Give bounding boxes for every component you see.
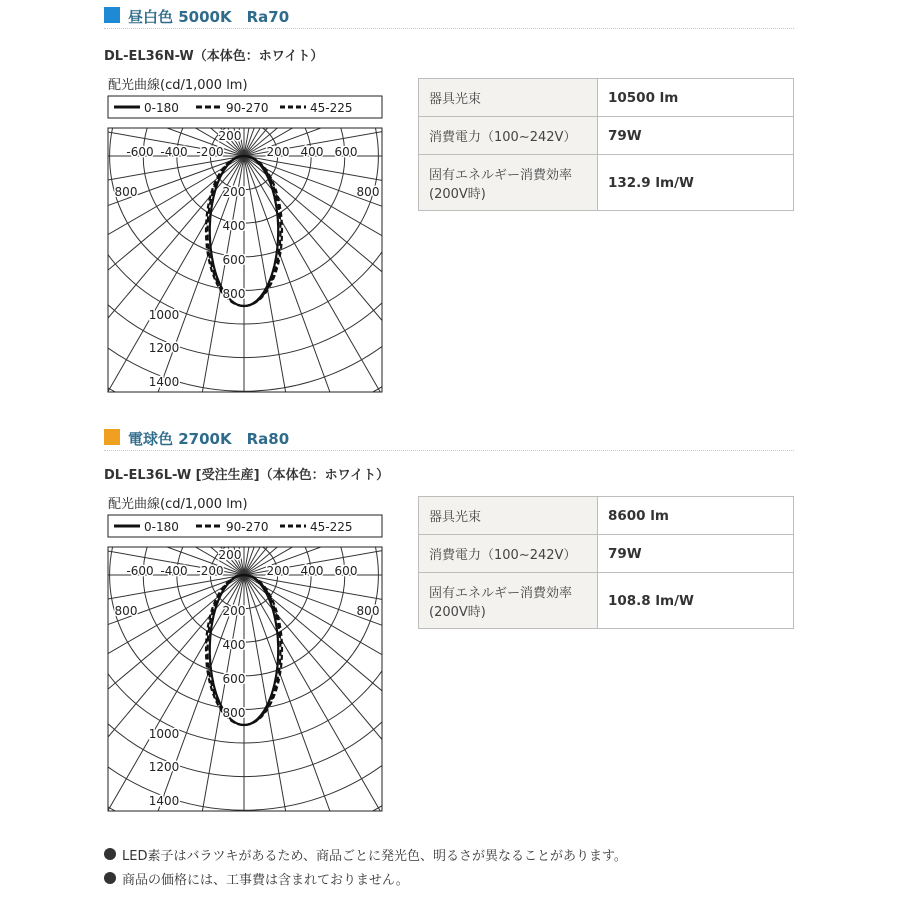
tick-label: 200 xyxy=(218,129,242,143)
diagram-title: 配光曲線(cd/1,000 lm) xyxy=(108,78,248,93)
note-item xyxy=(104,866,627,890)
radial-label: 600 xyxy=(222,253,246,267)
radial-label: 1400 xyxy=(148,375,180,389)
tick-label: 600 xyxy=(334,564,358,578)
spec-label: 器具光束 xyxy=(419,79,598,117)
model-name: DL-EL36N-W（本体色：ホワイト） xyxy=(104,49,324,64)
tick-label: -200 xyxy=(196,145,224,159)
notes xyxy=(104,842,627,890)
table-row xyxy=(419,79,794,117)
spec-label: 固有エネルギー消費効率(200V時) xyxy=(419,155,598,211)
spec-label: 消費電力（100∼242V） xyxy=(419,117,598,155)
spec-value: 8600 lm xyxy=(598,497,794,535)
note-text: 商品の価格には、工事費は含まれておりません。 xyxy=(122,872,409,888)
radial-label: 600 xyxy=(222,672,246,686)
radial-label: 1200 xyxy=(148,760,180,774)
color-swatch xyxy=(104,429,120,445)
model-name: DL-EL36L-W [受注生産]（本体色：ホワイト） xyxy=(104,468,390,483)
bullet-icon xyxy=(104,848,116,860)
table-row xyxy=(419,117,794,155)
radial-label: 1000 xyxy=(148,727,180,741)
legend-label: 0-180 xyxy=(144,520,179,534)
grid-ray xyxy=(244,156,348,394)
grid-ray xyxy=(244,575,348,813)
radial-label: 800 xyxy=(222,287,246,301)
radial-label: 400 xyxy=(222,219,246,233)
radial-label: 800 xyxy=(222,706,246,720)
tick-label: -600 xyxy=(126,564,154,578)
table-row xyxy=(419,573,794,629)
table-row xyxy=(419,497,794,535)
tick-label: 400 xyxy=(300,564,324,578)
legend-label: 45-225 xyxy=(310,520,353,534)
spec-table xyxy=(418,78,794,211)
spec-label: 器具光束 xyxy=(419,497,598,535)
radial-label: 200 xyxy=(222,185,246,199)
tick-label: 800 xyxy=(356,604,380,618)
bullet-icon xyxy=(104,872,116,884)
spec-table xyxy=(418,496,794,629)
tick-label: 200 xyxy=(266,564,290,578)
spec-value: 10500 lm xyxy=(598,79,794,117)
spec-value: 79W xyxy=(598,535,794,573)
legend-label: 0-180 xyxy=(144,101,179,115)
tick-label: -200 xyxy=(196,564,224,578)
tick-label: -400 xyxy=(160,145,188,159)
section-header-warmwhite xyxy=(104,424,794,451)
polar-grid xyxy=(104,74,384,394)
light-distribution-diagram xyxy=(104,74,384,394)
polar-grid xyxy=(104,493,384,813)
table-row xyxy=(419,155,794,211)
tick-label: 200 xyxy=(218,548,242,562)
spec-label: 消費電力（100∼242V） xyxy=(419,535,598,573)
radial-label: 200 xyxy=(222,604,246,618)
radial-label: 1200 xyxy=(148,341,180,355)
legend-label: 90-270 xyxy=(226,520,269,534)
spec-value: 132.9 lm/W xyxy=(598,155,794,211)
section-title: 電球色 2700K Ra80 xyxy=(128,430,290,448)
diagram-title: 配光曲線(cd/1,000 lm) xyxy=(108,497,248,512)
note-item xyxy=(104,842,627,866)
tick-label: 600 xyxy=(334,145,358,159)
table-row xyxy=(419,535,794,573)
section-title: 昼白色 5000K Ra70 xyxy=(128,8,290,26)
tick-label: 800 xyxy=(356,185,380,199)
color-swatch xyxy=(104,7,120,23)
spec-value: 79W xyxy=(598,117,794,155)
legend-label: 45-225 xyxy=(310,101,353,115)
spec-label: 固有エネルギー消費効率(200V時) xyxy=(419,573,598,629)
radial-label: 400 xyxy=(222,638,246,652)
tick-label: 800 xyxy=(114,604,138,618)
tick-label: 800 xyxy=(114,185,138,199)
note-text: LED素子はバラツキがあるため、商品ごとに発光色、明るさが異なることがあります。 xyxy=(122,848,627,864)
radial-label: 1000 xyxy=(148,308,180,322)
tick-label: 200 xyxy=(266,145,290,159)
tick-label: -600 xyxy=(126,145,154,159)
spec-value: 108.8 lm/W xyxy=(598,573,794,629)
radial-label: 1400 xyxy=(148,794,180,808)
tick-label: -400 xyxy=(160,564,188,578)
legend-label: 90-270 xyxy=(226,101,269,115)
tick-label: 400 xyxy=(300,145,324,159)
section-header-daywhite xyxy=(104,2,794,29)
light-distribution-diagram xyxy=(104,493,384,813)
